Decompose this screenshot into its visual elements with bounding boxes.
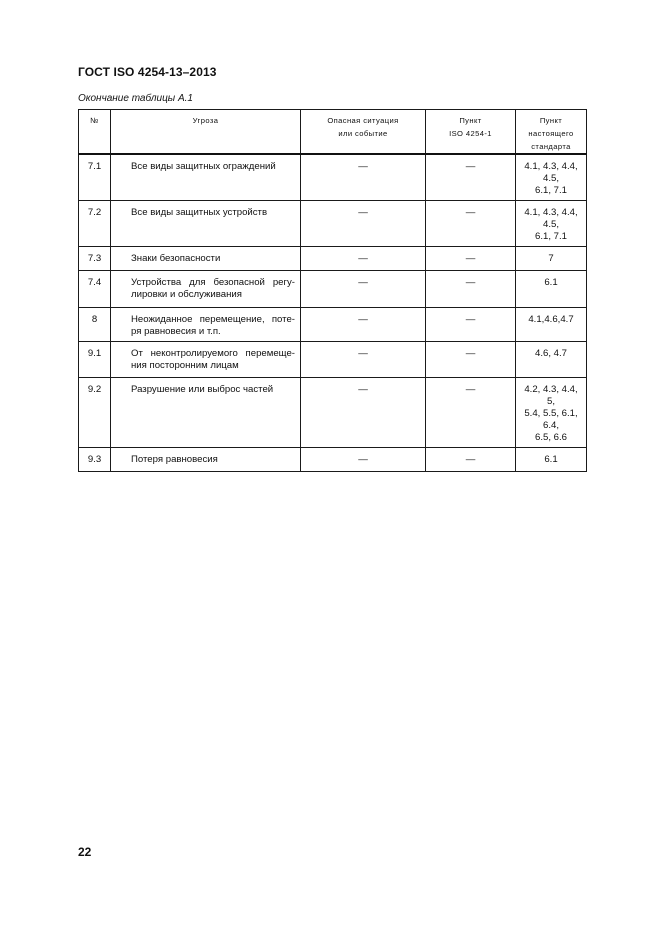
std-ref-line: 6.1 [544,277,558,288]
std-ref-line: 4.1, 4.3, 4.4, 4.5, [524,207,578,230]
header-situation [301,110,426,155]
table-row [79,201,587,247]
row-threat: Знаки безопасности [111,247,301,271]
std-ref-line: 7 [548,253,554,264]
threat-table [78,109,587,472]
row-num: 7.2 [79,201,111,247]
header-iso-line2: ISO 4254-1 [449,129,492,138]
header-threat: Угроза [111,110,301,155]
row-situation: — [301,378,426,448]
row-num: 8 [79,308,111,342]
header-situation-line2: или событие [338,129,388,138]
row-situation: — [301,271,426,308]
header-std-line2: стандарта [531,142,571,151]
row-std-ref [516,308,587,342]
table-body [79,154,587,472]
row-iso-ref: — [426,271,516,308]
row-threat: Все виды защитных устройств [111,201,301,247]
table-row [79,154,587,201]
table-row [79,378,587,448]
row-threat: Разрушение или выброс частей [111,378,301,448]
header-num: № [79,110,111,155]
row-std-ref [516,201,587,247]
row-std-ref [516,154,587,201]
row-num: 9.1 [79,342,111,378]
std-ref-line: 4.2, 4.3, 4.4, 5, [524,384,578,407]
table-header [79,110,587,155]
std-ref-line: 6.5, 6.6 [534,432,567,443]
std-ref-line: 5.4, 5.5, 6.1, 6.4, [524,408,578,431]
row-num: 7.4 [79,271,111,308]
row-iso-ref: — [426,448,516,472]
row-iso-ref: — [426,342,516,378]
row-std-ref [516,247,587,271]
table-row [79,308,587,342]
row-num: 9.2 [79,378,111,448]
header-iso [426,110,516,155]
header-row [79,110,587,155]
header-iso-line1: Пункт [459,116,482,125]
row-iso-ref: — [426,308,516,342]
row-situation: — [301,247,426,271]
table-row [79,342,587,378]
row-threat: Неожиданное перемещение, поте-ря равновесия и т.п. [111,308,301,342]
row-situation: — [301,308,426,342]
row-std-ref [516,378,587,448]
row-situation: — [301,154,426,201]
row-std-ref [516,271,587,308]
std-ref-line: 4.6, 4.7 [534,348,567,359]
table-row [79,271,587,308]
page-number: 22 [78,845,92,859]
std-ref-line: 6.1, 7.1 [534,185,567,196]
row-num: 7.3 [79,247,111,271]
row-num: 9.3 [79,448,111,472]
header-std [516,110,587,155]
row-std-ref [516,448,587,472]
std-ref-line: 6.1 [544,454,558,465]
std-ref-line: 4.1, 4.3, 4.4, 4.5, [524,161,578,184]
row-situation: — [301,342,426,378]
row-threat: От неконтролируемого перемеще-ния посторонним лицам [111,342,301,378]
std-ref-line: 6.1, 7.1 [534,231,567,242]
row-threat: Потеря равновесия [111,448,301,472]
row-iso-ref: — [426,247,516,271]
document-header: ГОСТ ISO 4254-13–2013 [78,65,217,79]
row-std-ref [516,342,587,378]
std-ref-line: 4.1,4.6,4.7 [528,314,574,325]
row-iso-ref: — [426,154,516,201]
table-caption: Окончание таблицы А.1 [78,93,193,104]
header-situation-line1: Опасная ситуация [327,116,399,125]
table-row [79,448,587,472]
row-iso-ref: — [426,378,516,448]
row-threat: Устройства для безопасной регу-лировки и обслуживания [111,271,301,308]
header-std-line1: Пункт настоящего [528,116,574,138]
row-situation: — [301,201,426,247]
row-num: 7.1 [79,154,111,201]
row-iso-ref: — [426,201,516,247]
row-situation: — [301,448,426,472]
row-threat: Все виды защитных ограждений [111,154,301,201]
table-row [79,247,587,271]
